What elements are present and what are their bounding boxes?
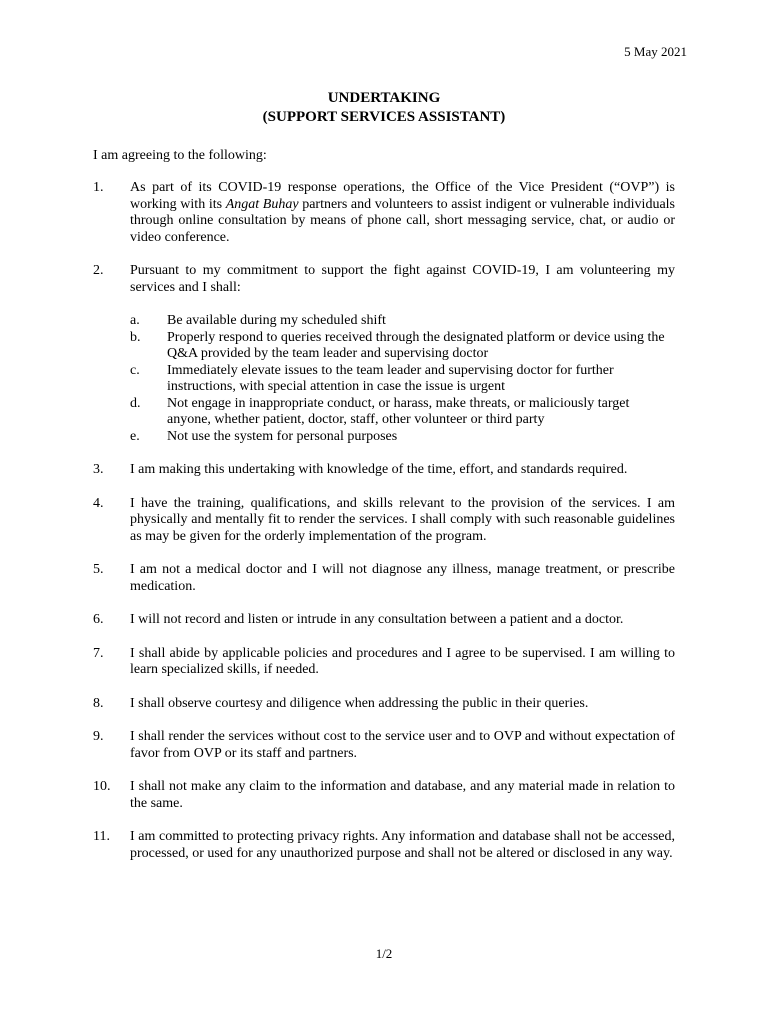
sub-item xyxy=(130,313,675,330)
sub-item-letter: d. xyxy=(130,395,141,411)
sub-item-letter: b. xyxy=(130,329,141,345)
list-item-3 xyxy=(93,462,675,479)
item-text: I shall render the services without cost to the service user and to OVP and without expectation of favor from OVP or its staff and partners. xyxy=(130,729,675,761)
list-item-8 xyxy=(93,696,675,713)
sub-list xyxy=(130,313,675,445)
item-text: I am making this undertaking with knowledge of the time, effort, and standards required. xyxy=(130,462,628,477)
item-number: 6. xyxy=(93,612,104,627)
list-item-10 xyxy=(93,779,675,812)
item-text-part: partners and volunteers to assist indigent or vulnerable individuals through online consultation by means of phone call, short messaging service, chat, or audio or video conference. xyxy=(130,196,676,245)
sub-item xyxy=(130,429,675,446)
sub-item-letter: c. xyxy=(130,362,140,378)
title-line-2: (SUPPORT SERVICES ASSISTANT) xyxy=(262,109,506,125)
item-number: 9. xyxy=(93,729,104,744)
item-text: I am not a medical doctor and I will not diagnose any illness, manage treatment, or prescribe medication. xyxy=(130,562,675,594)
item-text: Pursuant to my commitment to support the fight against COVID-19, I am volunteering my services and I shall: xyxy=(130,263,675,295)
sub-item-text: Properly respond to queries received through the designated platform or device using the Q&A provided by the team leader and supervising doctor xyxy=(167,329,665,361)
document-title xyxy=(0,89,768,127)
sub-item-letter: a. xyxy=(130,313,140,328)
item-number: 5. xyxy=(93,562,104,577)
sub-item-text: Not engage in inappropriate conduct, or harass, make threats, or maliciously target anyone, whether patient, doctor, staff, other volunteer or third party xyxy=(167,395,630,427)
document-date: 5 May 2021 xyxy=(624,44,687,59)
undertaking-list xyxy=(93,180,675,879)
sub-item-text: Not use the system for personal purposes xyxy=(167,428,398,444)
item-text: I shall abide by applicable policies and procedures and I agree to be supervised. I am willing to learn specialized skills, if needed. xyxy=(130,645,675,677)
item-number: 4. xyxy=(93,495,104,511)
list-item-1 xyxy=(93,180,675,246)
list-item-7 xyxy=(93,646,675,679)
intro-text: I am agreeing to the following: xyxy=(93,148,267,163)
item-text: I have the training, qualifications, and skills relevant to the provision of the services. I am physically and mentally fit to render the services. I shall comply with such reasonable guidelines as may be given for the orderly implementation of the program. xyxy=(130,495,675,544)
page-number: 1/2 xyxy=(375,946,393,961)
item-text: I will not record and listen or intrude in any consultation between a patient and a doctor. xyxy=(130,612,624,627)
sub-item xyxy=(130,363,675,396)
sub-item xyxy=(130,396,675,429)
item-number: 7. xyxy=(93,645,104,661)
item-number: 10. xyxy=(93,779,111,794)
sub-item-text: Immediately elevate issues to the team leader and supervising doctor for further instructions, with special attention in case the issue is urgent xyxy=(167,362,614,394)
item-text-part: As part of its COVID-19 response operations, the Office of the Vice President (“OVP”) is working with its xyxy=(130,180,675,212)
list-item-2 xyxy=(93,263,675,445)
item-number: 1. xyxy=(93,180,104,195)
title-line-1: UNDERTAKING xyxy=(327,90,441,106)
item-text-emphasis: Angat Buhay xyxy=(225,196,299,212)
item-number: 8. xyxy=(93,695,104,711)
item-text xyxy=(130,180,675,246)
item-text: I am committed to protecting privacy rights. Any information and database shall not be accessed, processed, or used for any unauthorized purpose and shall not be altered or disclosed in any way. xyxy=(130,829,675,861)
sub-item xyxy=(130,330,675,363)
sub-item-text: Be available during my scheduled shift xyxy=(167,313,386,328)
item-number: 3. xyxy=(93,462,104,477)
item-text: I shall observe courtesy and diligence when addressing the public in their queries. xyxy=(130,695,589,711)
list-item-4 xyxy=(93,496,675,546)
item-number: 11. xyxy=(93,829,110,844)
sub-item-letter: e. xyxy=(130,428,140,444)
list-item-11 xyxy=(93,829,675,862)
list-item-5 xyxy=(93,562,675,595)
list-item-6 xyxy=(93,612,675,629)
item-number: 2. xyxy=(93,263,104,278)
item-text: I shall not make any claim to the information and database, and any material made in relation to the same. xyxy=(130,779,675,811)
list-item-9 xyxy=(93,729,675,762)
